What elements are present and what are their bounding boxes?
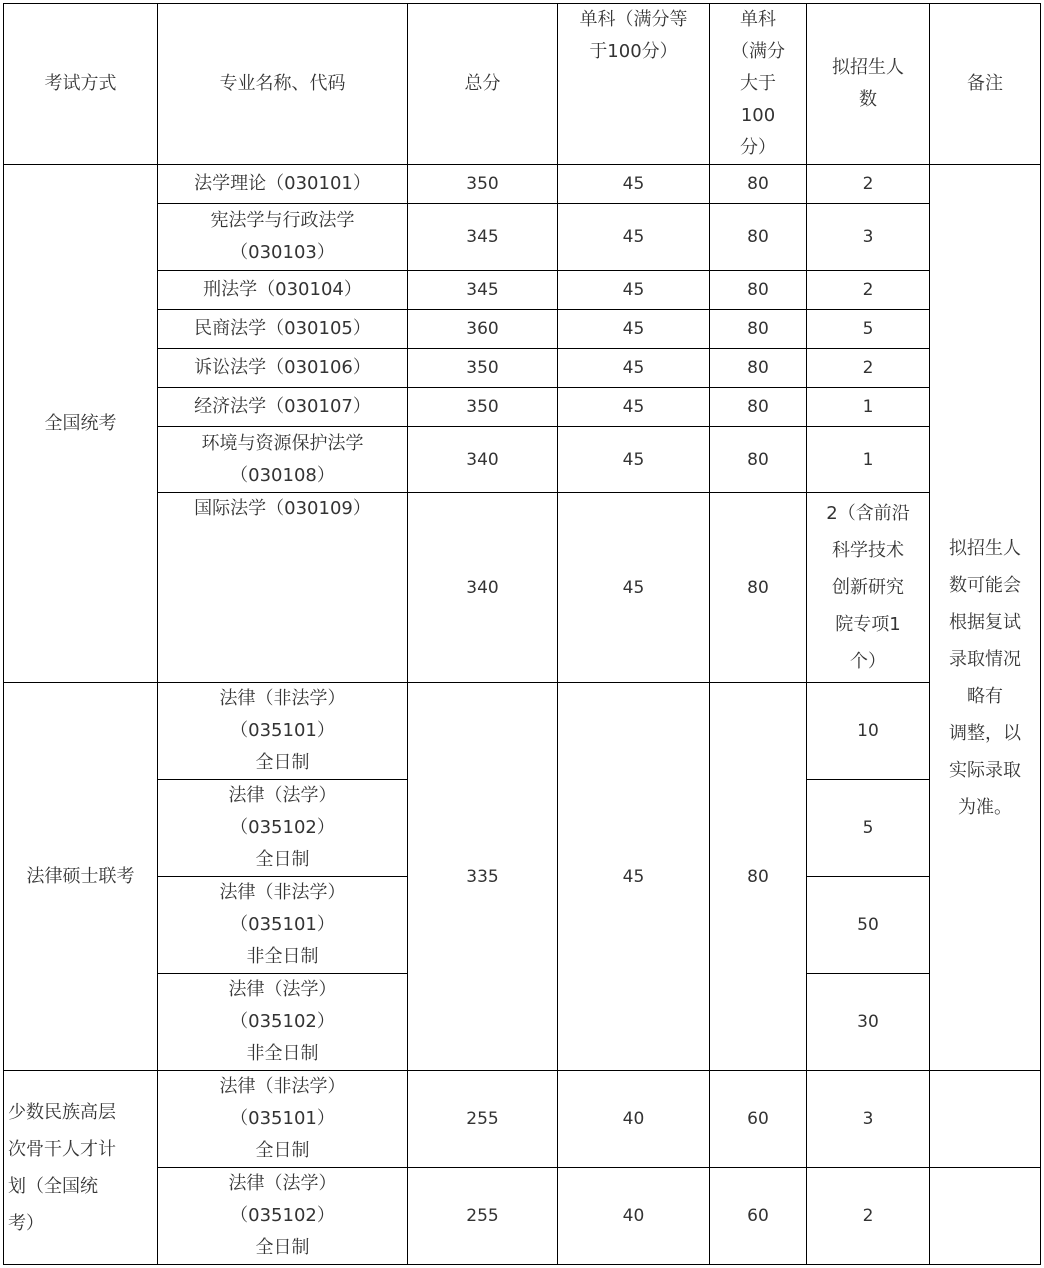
table-row <box>4 493 1041 683</box>
table-row <box>4 165 1041 204</box>
program-cell: 诉讼法学（030106） <box>158 349 408 388</box>
table-row <box>4 349 1041 388</box>
remark-cell: 拟招生人 数可能会 根据复试 录取情况 略有 调整，以 实际录取 为准。 <box>930 165 1041 1071</box>
single-gt100-cell: 80 <box>710 271 807 310</box>
quota-cell: 3 <box>807 1071 930 1168</box>
quota-cell: 5 <box>807 780 930 877</box>
quota-cell: 2 <box>807 1168 930 1265</box>
single-gt100-cell: 60 <box>710 1071 807 1168</box>
program-cell: 经济法学（030107） <box>158 388 408 427</box>
program-cell: 刑法学（030104） <box>158 271 408 310</box>
single-100-cell: 45 <box>558 427 710 493</box>
total-score-cell: 360 <box>408 310 558 349</box>
total-score-cell: 255 <box>408 1071 558 1168</box>
program-cell: 宪法学与行政法学 （030103） <box>158 204 408 271</box>
admission-score-table <box>3 3 1041 1265</box>
table-row <box>4 1168 1041 1265</box>
total-score-cell: 345 <box>408 204 558 271</box>
table-row <box>4 388 1041 427</box>
single-100-cell: 45 <box>558 165 710 204</box>
table-row <box>4 204 1041 271</box>
quota-cell: 5 <box>807 310 930 349</box>
single-gt100-cell: 80 <box>710 204 807 271</box>
single-gt100-cell: 80 <box>710 493 807 683</box>
header-single-100: 单科（满分等 于100分） <box>558 4 710 165</box>
program-cell: 法律（非法学） （035101） 全日制 <box>158 683 408 780</box>
table-row <box>4 1071 1041 1168</box>
single-100-cell: 45 <box>558 310 710 349</box>
single-100-cell: 45 <box>558 493 710 683</box>
total-score-cell: 350 <box>408 388 558 427</box>
total-score-cell: 350 <box>408 165 558 204</box>
table-row <box>4 271 1041 310</box>
quota-cell: 10 <box>807 683 930 780</box>
header-program: 专业名称、代码 <box>158 4 408 165</box>
program-cell: 法律（非法学） （035101） 全日制 <box>158 1071 408 1168</box>
quota-cell: 2 <box>807 165 930 204</box>
header-exam-method: 考试方式 <box>4 4 158 165</box>
total-score-cell: 340 <box>408 493 558 683</box>
header-quota: 拟招生人 数 <box>807 4 930 165</box>
single-gt100-cell: 80 <box>710 310 807 349</box>
total-score-cell: 335 <box>408 683 558 1071</box>
quota-cell: 1 <box>807 388 930 427</box>
header-total-score: 总分 <box>408 4 558 165</box>
single-gt100-cell: 60 <box>710 1168 807 1265</box>
program-cell: 环境与资源保护法学 （030108） <box>158 427 408 493</box>
total-score-cell: 255 <box>408 1168 558 1265</box>
quota-cell: 30 <box>807 974 930 1071</box>
remark-cell-empty <box>930 1168 1041 1265</box>
header-remark: 备注 <box>930 4 1041 165</box>
quota-cell: 3 <box>807 204 930 271</box>
table-row <box>4 427 1041 493</box>
program-cell: 民商法学（030105） <box>158 310 408 349</box>
total-score-cell: 345 <box>408 271 558 310</box>
exam-method-cell: 少数民族高层 次骨干人才计 划（全国统 考） <box>4 1071 158 1265</box>
header-single-gt100: 单科 （满分 大于 100 分） <box>710 4 807 165</box>
single-gt100-cell: 80 <box>710 349 807 388</box>
single-100-cell: 45 <box>558 683 710 1071</box>
single-gt100-cell: 80 <box>710 388 807 427</box>
quota-cell: 1 <box>807 427 930 493</box>
single-gt100-cell: 80 <box>710 683 807 1071</box>
single-100-cell: 40 <box>558 1168 710 1265</box>
single-100-cell: 45 <box>558 271 710 310</box>
program-cell: 法律（非法学） （035101） 非全日制 <box>158 877 408 974</box>
single-gt100-cell: 80 <box>710 165 807 204</box>
quota-cell: 2 <box>807 349 930 388</box>
single-100-cell: 45 <box>558 349 710 388</box>
program-cell: 法律（法学） （035102） 全日制 <box>158 780 408 877</box>
table-row <box>4 683 1041 780</box>
single-gt100-cell: 80 <box>710 427 807 493</box>
remark-cell-empty <box>930 1071 1041 1168</box>
program-cell: 国际法学（030109） <box>158 493 408 683</box>
exam-method-cell: 全国统考 <box>4 165 158 683</box>
single-100-cell: 45 <box>558 388 710 427</box>
table-row <box>4 4 1041 165</box>
exam-method-cell: 法律硕士联考 <box>4 683 158 1071</box>
total-score-cell: 340 <box>408 427 558 493</box>
quota-cell: 2（含前沿 科学技术 创新研究 院专项1 个） <box>807 493 930 683</box>
program-cell: 法律（法学） （035102） 非全日制 <box>158 974 408 1071</box>
table-row <box>4 310 1041 349</box>
quota-cell: 2 <box>807 271 930 310</box>
quota-cell: 50 <box>807 877 930 974</box>
single-100-cell: 45 <box>558 204 710 271</box>
total-score-cell: 350 <box>408 349 558 388</box>
program-cell: 法学理论（030101） <box>158 165 408 204</box>
single-100-cell: 40 <box>558 1071 710 1168</box>
program-cell: 法律（法学） （035102） 全日制 <box>158 1168 408 1265</box>
